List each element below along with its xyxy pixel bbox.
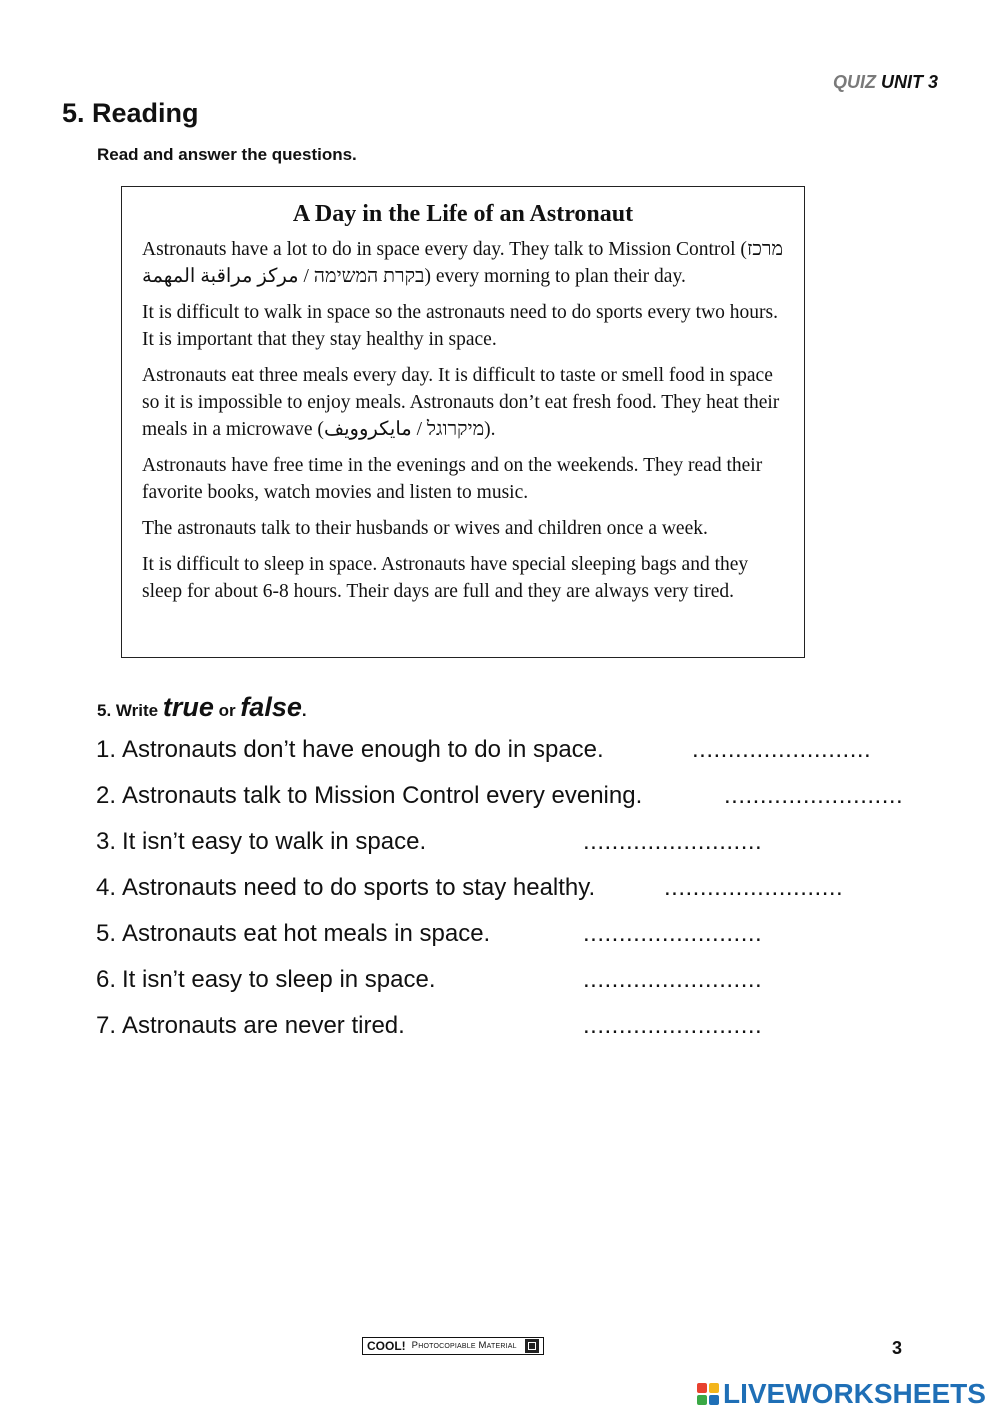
question-number: 3. <box>96 828 117 855</box>
footer-credit <box>362 1337 544 1355</box>
question-text: Astronauts talk to Mission Control every evening. <box>122 782 643 809</box>
heading-true-word: true <box>162 692 214 722</box>
question-number: 1. <box>96 736 117 763</box>
question-number: 7. <box>96 1012 117 1039</box>
quiz-word: QUIZ <box>832 72 876 92</box>
passage-paragraph-4: Astronauts have free time in the evenings and on the weekends. They read their favorite books, watch movies and listen to music. <box>142 455 763 503</box>
true-false-heading <box>97 692 307 723</box>
question-text: Astronauts don’t have enough to do in space. <box>122 736 604 763</box>
reading-passage-box <box>121 186 805 658</box>
question-list <box>96 733 976 1055</box>
question-text: Astronauts are never tired. <box>122 1012 405 1039</box>
quiz-unit-label <box>833 72 938 93</box>
passage-paragraph-5: The astronauts talk to their husbands or wives and children once a week. <box>142 518 708 539</box>
section-title: 5. Reading <box>62 98 199 128</box>
question-row <box>96 871 976 917</box>
question-row <box>96 963 976 1009</box>
passage-paragraph-1: Astronauts have a lot to do in space every day. They talk to Mission Control (מרכז בקרת המשימה / مركز مراقبة المهمة) every morning to plan their day. <box>142 239 784 287</box>
question-row <box>96 825 976 871</box>
passage-paragraph-6: It is difficult to sleep in space. Astronauts have special sleeping bags and they sleep for about 6-8 hours. Their days are full and they are always very tired. <box>142 554 749 602</box>
liveworksheets-logo-icon <box>697 1383 719 1405</box>
heading-or-word: or <box>218 701 236 720</box>
passage-title: A Day in the Life of an Astronaut <box>292 201 634 227</box>
passage-paragraph-3: Astronauts eat three meals every day. It is difficult to taste or smell food in space so it is impossible to enjoy meals. Astronauts don’t eat fresh food. They heat their meals in a microwave (מיקרוגל / مايكروويف). <box>142 365 780 440</box>
question-number: 5. <box>96 920 117 947</box>
publisher-icon <box>525 1339 539 1353</box>
liveworksheets-brand[interactable] <box>697 1378 986 1410</box>
question-row <box>96 779 976 825</box>
page-number: 3 <box>892 1338 903 1358</box>
question-text: It isn’t easy to walk in space. <box>122 828 427 855</box>
answer-blank[interactable]: ......................... <box>583 828 763 855</box>
heading-prefix: 5. Write <box>97 701 159 720</box>
answer-blank[interactable]: ......................... <box>692 736 872 763</box>
passage-paragraph-2: It is difficult to walk in space so the astronauts need to do sports every two hours. It is important that they stay healthy in space. <box>142 302 778 350</box>
brand-text: LIVEWORKSHEETS <box>723 1378 986 1409</box>
question-row <box>96 917 976 963</box>
question-text: Astronauts eat hot meals in space. <box>122 920 491 947</box>
question-text: It isn’t easy to sleep in space. <box>122 966 436 993</box>
question-row <box>96 733 976 779</box>
question-number: 2. <box>96 782 117 809</box>
question-row <box>96 1009 976 1055</box>
heading-suffix: . <box>301 701 307 720</box>
footer-photocopiable-label: Photocopiable Material <box>411 1340 517 1351</box>
heading-false-word: false <box>240 692 302 722</box>
question-number: 6. <box>96 966 117 993</box>
answer-blank[interactable]: ......................... <box>583 1012 763 1039</box>
question-number: 4. <box>96 874 117 901</box>
answer-blank[interactable]: ......................... <box>583 920 763 947</box>
question-text: Astronauts need to do sports to stay healthy. <box>122 874 596 901</box>
answer-blank[interactable]: ......................... <box>724 782 904 809</box>
answer-blank[interactable]: ......................... <box>583 966 763 993</box>
instruction-text: Read and answer the questions. <box>97 145 357 164</box>
footer-cool-label: COOL! <box>367 1339 406 1353</box>
answer-blank[interactable]: ......................... <box>664 874 844 901</box>
unit-word: UNIT 3 <box>880 72 938 92</box>
